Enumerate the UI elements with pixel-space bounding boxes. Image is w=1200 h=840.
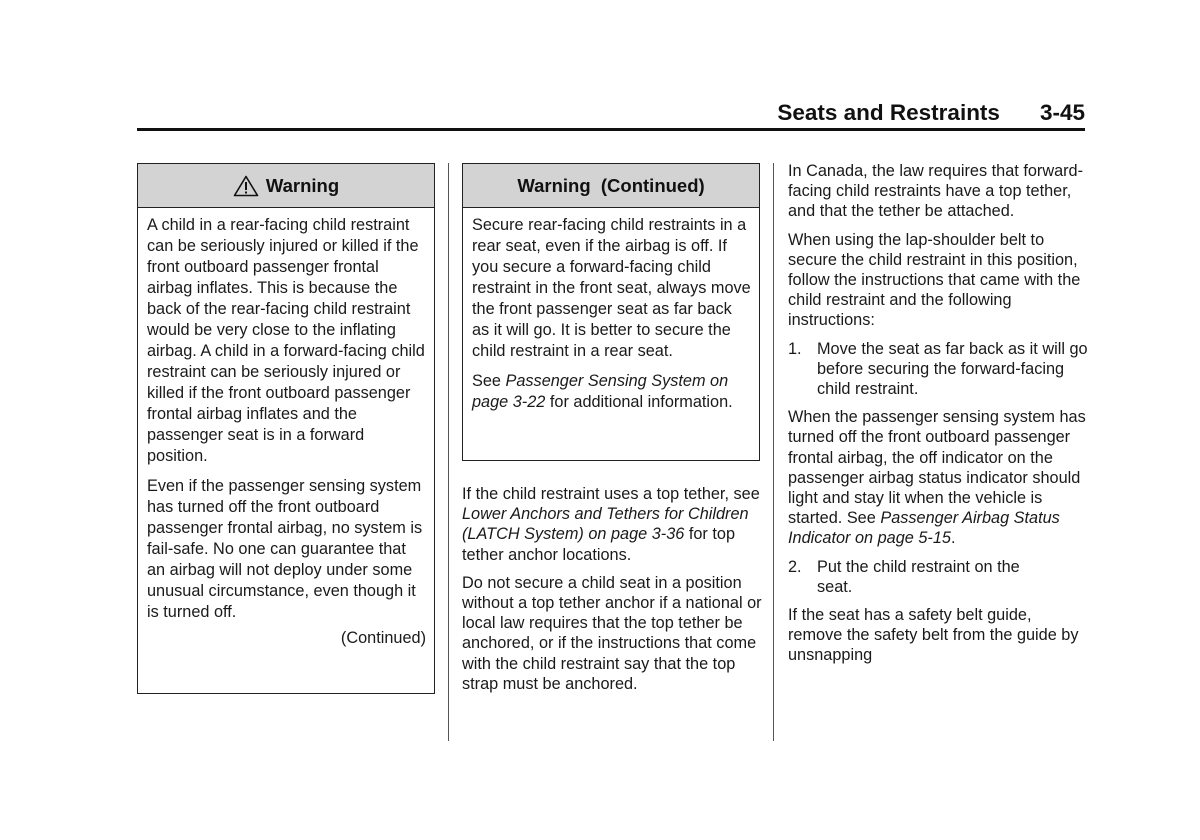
continued-label: (Continued) xyxy=(340,629,426,647)
warning-header xyxy=(138,164,434,208)
warning-continued-title: Warning (Continued) xyxy=(517,174,705,196)
warning-title: Warning xyxy=(265,174,340,196)
warning-continued-header xyxy=(463,164,759,208)
body-paragraph: When using the lap-shoulder belt to secure the child restraint in this position, follow the instructions that came with the child restraint and the following instructions: xyxy=(788,230,1081,330)
page-number: 3-45 xyxy=(1039,100,1085,125)
column-divider xyxy=(448,163,449,741)
header-rule xyxy=(137,128,1085,131)
step-number: 1. xyxy=(788,339,802,358)
body-paragraph: Do not secure a child seat in a position without a top tether anchor if a national or local law requires that the top tether be anchored, or if the instructions that come with the child restraint say that the top strap must be anchored. xyxy=(462,573,762,693)
step-detail: When the passenger sensing system has turned off the front outboard passenger frontal airbag, the off indicator on the passenger airbag status indicator should light and stay lit when the vehicle is started. See Passenger Airbag Status Indicator on page 5-15. xyxy=(788,408,1086,548)
column-divider xyxy=(773,163,774,741)
warning-paragraph: A child in a rear-facing child restraint can be seriously injured or killed if the front outboard passenger frontal airbag inflates. This is because the back of the rear-facing child restraint would be very close to the inflating airbag. A child in a forward-facing child restraint can be seriously injured or killed if the front outboard passenger frontal airbag inflates and the passenger seat is in a forward position. xyxy=(147,216,425,465)
instruction-step xyxy=(788,339,1088,400)
section-title: Seats and Restraints xyxy=(777,100,1000,125)
step-detail: If the seat has a safety belt guide, remove the safety belt from the guide by unsnapping xyxy=(788,606,1079,665)
right-column-text xyxy=(788,161,1088,674)
warning-triangle-icon xyxy=(233,175,259,197)
step-number: 2. xyxy=(788,557,802,576)
warning-paragraph: Secure rear-facing child restraints in a rear seat, even if the airbag is off. If you secure a forward-facing child restraint in the front seat, always move the front passenger seat as far back as it will go. It is better to secure the child restraint in a rear seat. xyxy=(472,216,751,360)
page-header xyxy=(137,100,1085,130)
cross-reference: Lower Anchors and Tethers for Children (LATCH System) on page 3-36 xyxy=(462,505,749,544)
cross-reference: Passenger Airbag Status Indicator on page 5-15 xyxy=(788,509,1060,548)
cross-reference: Passenger Sensing System on page 3-22 xyxy=(472,372,729,411)
warning-continued-box xyxy=(462,163,760,461)
warning-paragraph: Even if the passenger sensing system has turned off the front outboard passenger frontal airbag, no system is fail-safe. No one can guarantee that an airbag will not deploy under some unusual circumstance, even though it is turned off. xyxy=(147,477,423,621)
instruction-step xyxy=(788,557,1088,597)
warning-box xyxy=(137,163,435,694)
step-text: Put the child restraint on the seat. xyxy=(817,557,1020,596)
body-paragraph: In Canada, the law requires that forward-facing child restraints have a top tether, and that the tether be attached. xyxy=(788,162,1084,221)
see-also-paragraph: See Passenger Sensing System on page 3-22 for additional information. xyxy=(472,372,733,411)
step-text: Move the seat as far back as it will go before securing the forward-facing child restraint. xyxy=(817,339,1088,399)
body-paragraph: If the child restraint uses a top tether, see Lower Anchors and Tethers for Children (LATCH System) on page 3-36 for top tether anchor locations. xyxy=(462,485,760,564)
middle-column-text xyxy=(462,484,762,702)
